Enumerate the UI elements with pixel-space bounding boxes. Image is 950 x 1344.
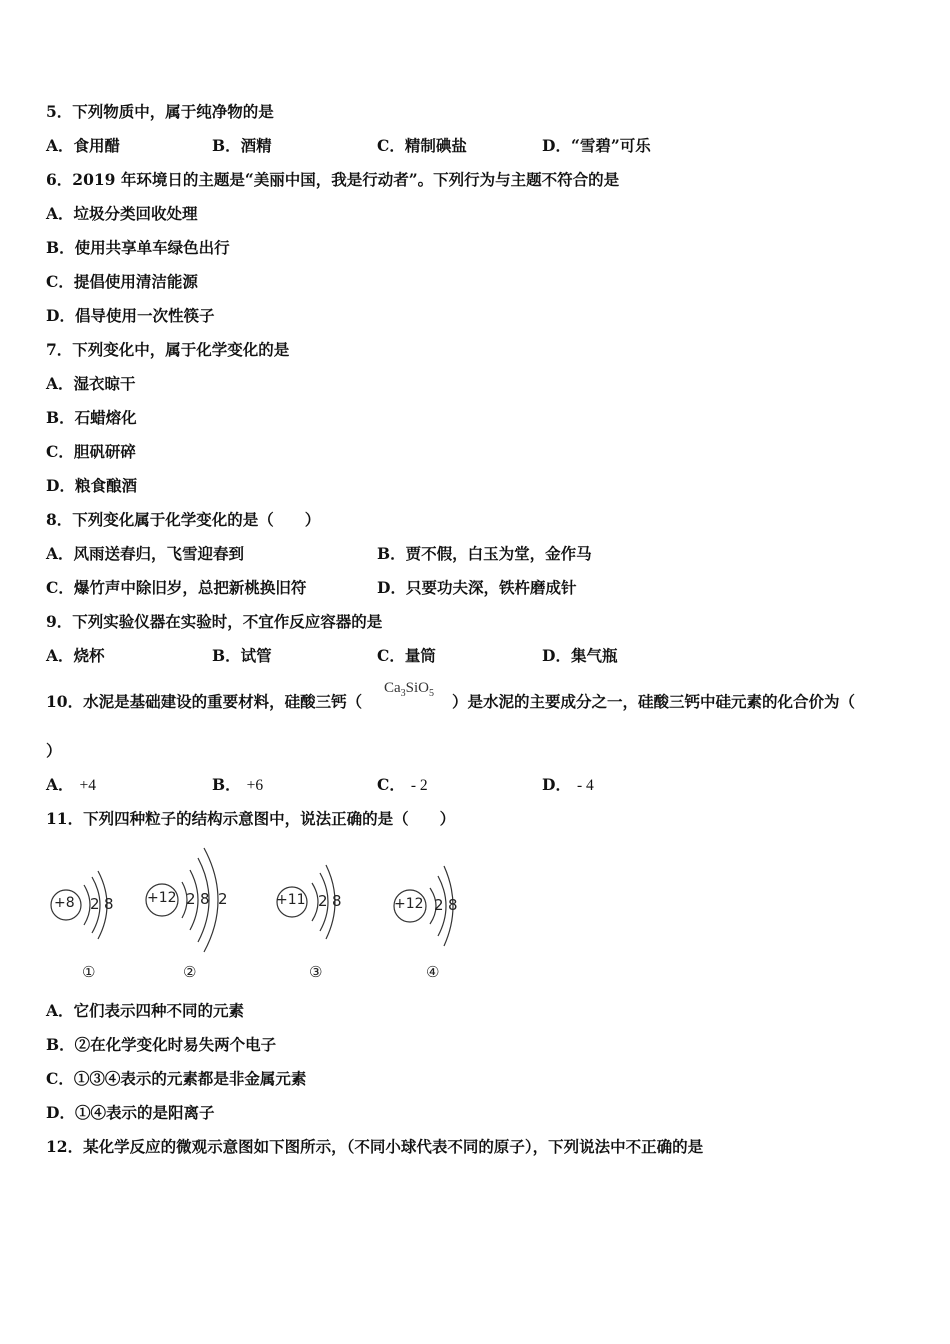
particle-1-nucleus: +8 [54, 895, 75, 911]
q5-option-d: D．“雪碧”可乐 [542, 136, 651, 155]
q9-stem: 9．下列实验仪器在实验时，不宜作反应容器的是 [46, 612, 383, 631]
particle-2-shell-3: 2 [218, 890, 228, 908]
particle-3-shell-2: 8 [332, 892, 342, 910]
particle-4-label: ④ [426, 963, 440, 981]
q11-option-b: B．②在化学变化时易失两个电子 [46, 1035, 277, 1054]
q8-option-b: B．贾不假，白玉为堂，金作马 [377, 544, 592, 563]
q10-stem-part1: 10．水泥是基础建设的重要材料，硅酸三钙（ [46, 692, 363, 711]
q10-stem-end: ） [46, 741, 62, 760]
q5-option-c: C．精制碘盐 [377, 136, 467, 155]
q9-option-d: D．集气瓶 [542, 646, 618, 665]
q6-option-c: C．提倡使用清洁能源 [46, 272, 198, 291]
q10-stem-part2: ）是水泥的主要成分之一，硅酸三钙中硅元素的化合价为（ [452, 692, 856, 711]
q9-option-a: A．烧杯 [46, 646, 105, 665]
q7-option-b: B．石蜡熔化 [46, 408, 137, 427]
particle-diagram-4 [390, 858, 470, 958]
particle-diagram-2 [144, 840, 244, 960]
particle-4-shell-1: 2 [434, 896, 444, 914]
q7-option-a: A．湿衣晾干 [46, 374, 136, 393]
particle-4-shell-2: 8 [448, 896, 458, 914]
particle-4-nucleus: +12 [394, 896, 424, 912]
q5-option-a: A．食用醋 [46, 136, 121, 155]
q10-option-a: A． +4 [46, 775, 97, 794]
q8-option-d: D．只要功夫深，铁杵磨成针 [377, 578, 577, 597]
q10-option-d: D． - 4 [542, 775, 594, 794]
q10-option-c: C． - 2 [377, 775, 428, 794]
q9-option-b: B．试管 [212, 646, 272, 665]
q8-option-c: C．爆竹声中除旧岁，总把新桃换旧符 [46, 578, 307, 597]
q11-option-c: C．①③④表示的元素都是非金属元素 [46, 1069, 307, 1088]
particle-3-shell-1: 2 [318, 892, 328, 910]
q5-option-b: B．酒精 [212, 136, 272, 155]
q10-formula: $Ca_3SiO_5$ [384, 680, 435, 699]
q8-option-a: A．风雨送春归，飞雪迎春到 [46, 544, 245, 563]
particle-1-shell-2: 8 [104, 895, 114, 913]
q6-option-a: A．垃圾分类回收处理 [46, 204, 198, 223]
q5-stem: 5．下列物质中，属于纯净物的是 [46, 102, 274, 121]
particle-2-shell-1: 2 [186, 890, 196, 908]
q9-option-c: C．量筒 [377, 646, 436, 665]
q6-option-b: B．使用共享单车绿色出行 [46, 238, 230, 257]
q7-option-d: D．粮食酿酒 [46, 476, 137, 495]
q11-option-a: A．它们表示四种不同的元素 [46, 1001, 245, 1020]
particle-1-shell-1: 2 [90, 895, 100, 913]
q7-stem: 7．下列变化中，属于化学变化的是 [46, 340, 290, 359]
particle-2-shell-2: 8 [200, 890, 210, 908]
q11-option-d: D．①④表示的是阳离子 [46, 1103, 215, 1122]
particle-diagram-3 [272, 855, 352, 955]
particle-2-nucleus: +12 [147, 890, 177, 906]
q7-option-c: C．胆矾研碎 [46, 442, 136, 461]
q6-stem: 6．2019 年环境日的主题是“美丽中国，我是行动者”。下列行为与主题不符合的是 [46, 170, 620, 189]
particle-3-label: ③ [309, 963, 323, 981]
q8-stem: 8．下列变化属于化学变化的是（ ） [46, 510, 321, 529]
q6-option-d: D．倡导使用一次性筷子 [46, 306, 215, 325]
particle-3-nucleus: +11 [276, 892, 306, 908]
particle-1-label: ① [82, 963, 96, 981]
particle-diagram-1 [44, 855, 124, 955]
q12-stem: 12．某化学反应的微观示意图如下图所示，（不同小球代表不同的原子），下列说法中不正确的是 [46, 1137, 704, 1156]
particle-2-label: ② [183, 963, 197, 981]
q11-stem: 11．下列四种粒子的结构示意图中，说法正确的是（ ） [46, 809, 456, 828]
q10-option-b: B． +6 [212, 775, 264, 794]
